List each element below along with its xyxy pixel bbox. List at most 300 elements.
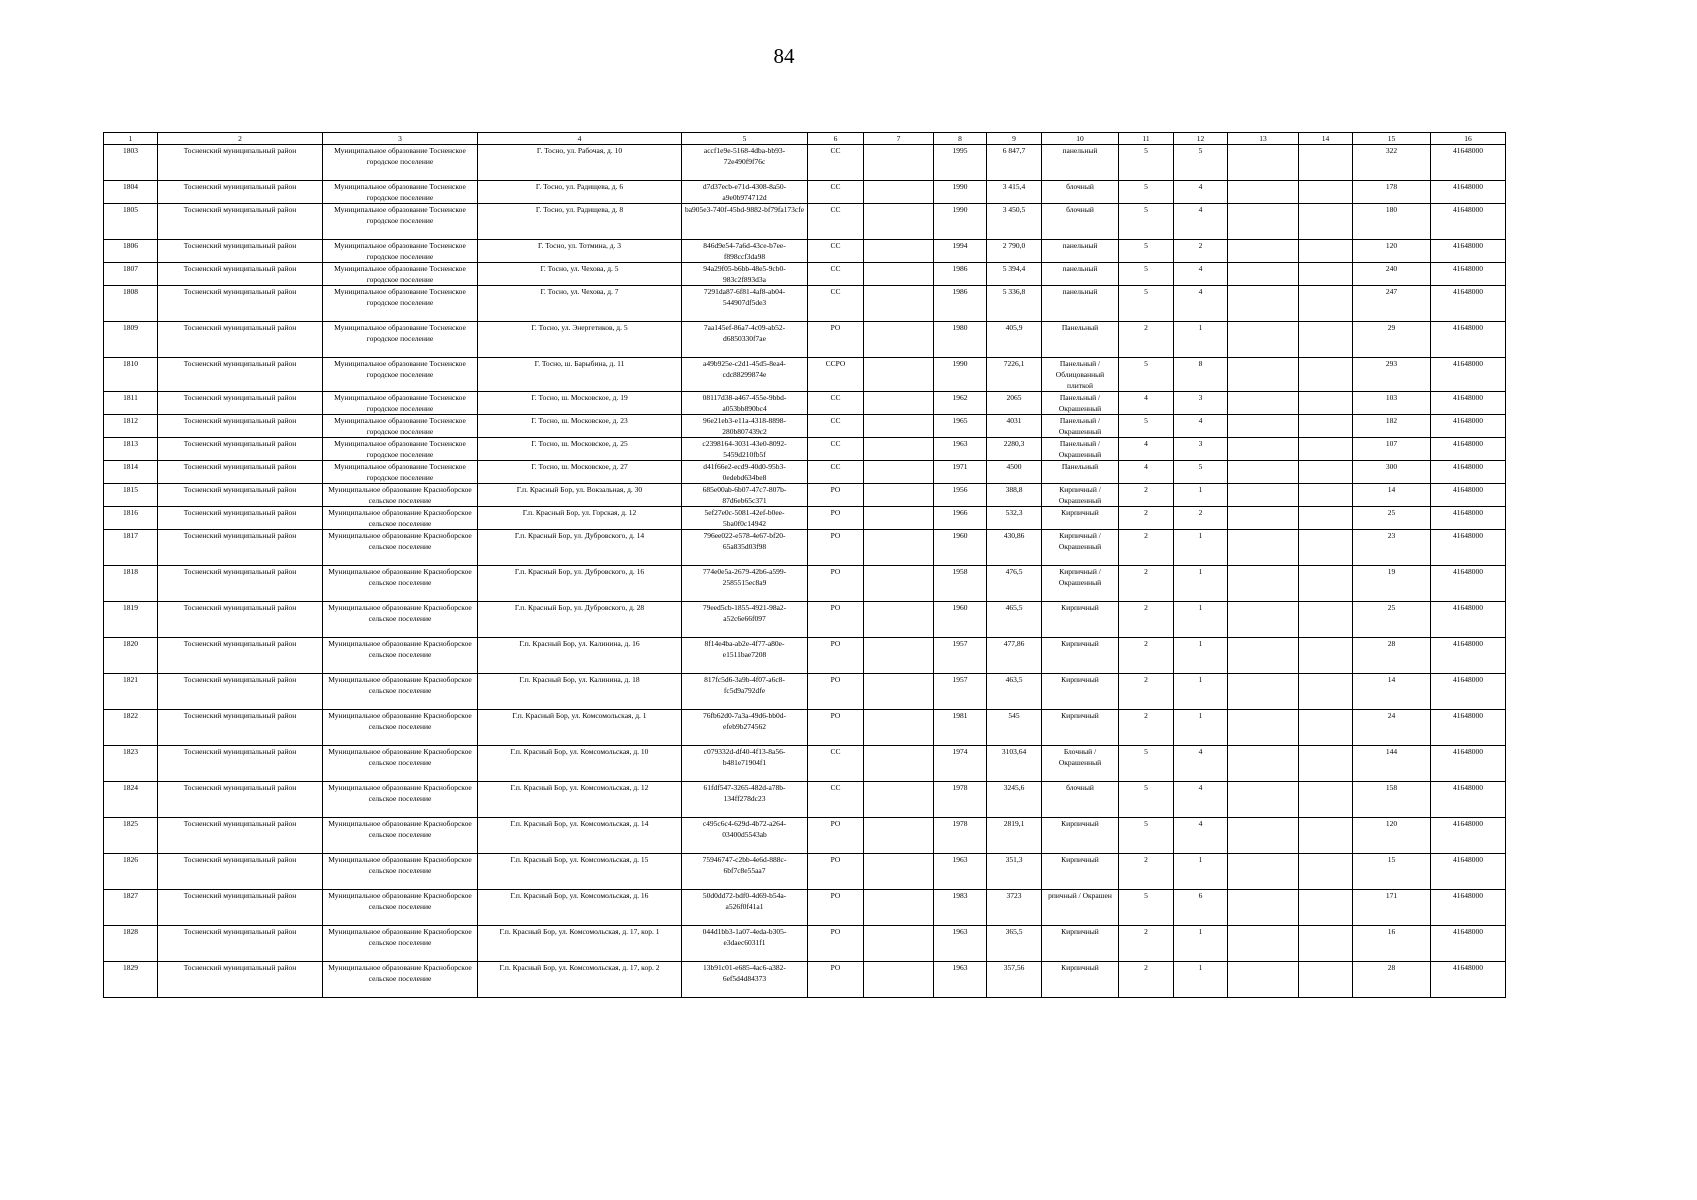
material-cell: Кирпичный / Окрашенный <box>1042 484 1119 507</box>
column-header: 8 <box>934 133 987 145</box>
col13-cell <box>1228 854 1299 890</box>
material-cell: Панельный / Окрашенный <box>1042 438 1119 461</box>
area-cell: 3 415,4 <box>987 181 1042 204</box>
address-cell: Г.п. Красный Бор, ул. Дубровского, д. 28 <box>478 602 682 638</box>
address-cell: Г. Тосно, ул. Тотмина, д. 3 <box>478 240 682 263</box>
material-cell: Кирпичный <box>1042 818 1119 854</box>
col6-cell: СС <box>808 204 864 240</box>
apartments-cell: 120 <box>1353 818 1431 854</box>
address-cell: Г. Тосно, ул. Радищева, д. 8 <box>478 204 682 240</box>
year-cell: 1994 <box>934 240 987 263</box>
table-header <box>104 133 1506 145</box>
entrances-cell: 1 <box>1174 638 1228 674</box>
material-cell: Блочный / Окрашенный <box>1042 746 1119 782</box>
column-header: 7 <box>864 133 934 145</box>
entrances-cell: 1 <box>1174 674 1228 710</box>
table-row <box>104 181 1506 204</box>
floors-cell: 5 <box>1119 890 1174 926</box>
year-cell: 1962 <box>934 392 987 415</box>
area-cell: 3245,6 <box>987 782 1042 818</box>
col14-cell <box>1299 438 1353 461</box>
oktmo-cell: 41648000 <box>1431 710 1506 746</box>
col6-cell: СС <box>808 263 864 286</box>
guid-cell: c495c6c4-629d-4b72-a264-03400d5543ab <box>682 818 808 854</box>
row-number: 1823 <box>104 746 158 782</box>
col6-cell: РО <box>808 962 864 998</box>
col7-cell <box>864 263 934 286</box>
municipality-cell: Муниципальное образование Тосненское городское поселение <box>323 286 478 322</box>
year-cell: 1958 <box>934 566 987 602</box>
year-cell: 1986 <box>934 263 987 286</box>
year-cell: 1990 <box>934 181 987 204</box>
row-number: 1803 <box>104 145 158 181</box>
col13-cell <box>1228 507 1299 530</box>
col7-cell <box>864 438 934 461</box>
address-cell: Г.п. Красный Бор, ул. Комсомольская, д. 17, кор. 2 <box>478 962 682 998</box>
oktmo-cell: 41648000 <box>1431 484 1506 507</box>
material-cell: панельный <box>1042 286 1119 322</box>
material-cell: Кирпичный / Окрашенный <box>1042 530 1119 566</box>
municipality-cell: Муниципальное образование Красноборское сельское поселение <box>323 962 478 998</box>
address-cell: Г. Тосно, ул. Радищева, д. 6 <box>478 181 682 204</box>
district-cell: Тосненский муниципальный район <box>158 926 323 962</box>
col14-cell <box>1299 926 1353 962</box>
district-cell: Тосненский муниципальный район <box>158 392 323 415</box>
floors-cell: 5 <box>1119 746 1174 782</box>
material-cell: Кирпичный / Окрашенный <box>1042 566 1119 602</box>
col7-cell <box>864 890 934 926</box>
oktmo-cell: 41648000 <box>1431 507 1506 530</box>
entrances-cell: 4 <box>1174 818 1228 854</box>
col7-cell <box>864 782 934 818</box>
apartments-cell: 14 <box>1353 484 1431 507</box>
area-cell: 3723 <box>987 890 1042 926</box>
row-number: 1822 <box>104 710 158 746</box>
col14-cell <box>1299 710 1353 746</box>
apartments-cell: 182 <box>1353 415 1431 438</box>
guid-cell: 76fb62d0-7a3a-49d6-bb0d-efeb9b274562 <box>682 710 808 746</box>
column-header: 3 <box>323 133 478 145</box>
guid-cell: 5ef27e0c-5081-42ef-b0ee-5ba0f0c14942 <box>682 507 808 530</box>
oktmo-cell: 41648000 <box>1431 181 1506 204</box>
municipality-cell: Муниципальное образование Красноборское сельское поселение <box>323 854 478 890</box>
floors-cell: 5 <box>1119 818 1174 854</box>
row-number: 1825 <box>104 818 158 854</box>
col14-cell <box>1299 890 1353 926</box>
area-cell: 5 336,8 <box>987 286 1042 322</box>
material-cell: панельный <box>1042 263 1119 286</box>
col14-cell <box>1299 392 1353 415</box>
col6-cell: РО <box>808 926 864 962</box>
district-cell: Тосненский муниципальный район <box>158 566 323 602</box>
table-row <box>104 638 1506 674</box>
district-cell: Тосненский муниципальный район <box>158 286 323 322</box>
row-number: 1827 <box>104 890 158 926</box>
apartments-cell: 247 <box>1353 286 1431 322</box>
material-cell: панельный <box>1042 145 1119 181</box>
col13-cell <box>1228 746 1299 782</box>
material-cell: Кирпичный <box>1042 926 1119 962</box>
floors-cell: 2 <box>1119 962 1174 998</box>
address-cell: Г.п. Красный Бор, ул. Дубровского, д. 14 <box>478 530 682 566</box>
apartments-cell: 300 <box>1353 461 1431 484</box>
entrances-cell: 1 <box>1174 566 1228 602</box>
floors-cell: 5 <box>1119 286 1174 322</box>
year-cell: 1960 <box>934 602 987 638</box>
guid-cell: accf1e9e-5168-4dba-bb93-72e490f9f76c <box>682 145 808 181</box>
entrances-cell: 4 <box>1174 181 1228 204</box>
apartments-cell: 120 <box>1353 240 1431 263</box>
address-cell: Г. Тосно, ш. Московское, д. 25 <box>478 438 682 461</box>
year-cell: 1965 <box>934 415 987 438</box>
year-cell: 1957 <box>934 674 987 710</box>
address-cell: Г.п. Красный Бор, ул. Комсомольская, д. 10 <box>478 746 682 782</box>
apartments-cell: 144 <box>1353 746 1431 782</box>
col13-cell <box>1228 638 1299 674</box>
entrances-cell: 5 <box>1174 145 1228 181</box>
oktmo-cell: 41648000 <box>1431 530 1506 566</box>
col13-cell <box>1228 530 1299 566</box>
municipality-cell: Муниципальное образование Тосненское городское поселение <box>323 240 478 263</box>
district-cell: Тосненский муниципальный район <box>158 530 323 566</box>
col14-cell <box>1299 484 1353 507</box>
col7-cell <box>864 962 934 998</box>
area-cell: 7226,1 <box>987 358 1042 392</box>
floors-cell: 5 <box>1119 263 1174 286</box>
material-cell: Кирпичный <box>1042 507 1119 530</box>
col13-cell <box>1228 358 1299 392</box>
material-cell: Кирпичный <box>1042 710 1119 746</box>
floors-cell: 2 <box>1119 530 1174 566</box>
col6-cell: ССРО <box>808 358 864 392</box>
district-cell: Тосненский муниципальный район <box>158 240 323 263</box>
municipality-cell: Муниципальное образование Красноборское сельское поселение <box>323 818 478 854</box>
guid-cell: d41f66e2-ecd9-40d0-95b3-0edebd634be8 <box>682 461 808 484</box>
area-cell: 463,5 <box>987 674 1042 710</box>
col6-cell: СС <box>808 286 864 322</box>
district-cell: Тосненский муниципальный район <box>158 854 323 890</box>
apartments-cell: 28 <box>1353 962 1431 998</box>
district-cell: Тосненский муниципальный район <box>158 710 323 746</box>
entrances-cell: 4 <box>1174 286 1228 322</box>
floors-cell: 5 <box>1119 204 1174 240</box>
oktmo-cell: 41648000 <box>1431 674 1506 710</box>
address-cell: Г.п. Красный Бор, ул. Комсомольская, д. 12 <box>478 782 682 818</box>
col6-cell: РО <box>808 530 864 566</box>
table-row <box>104 890 1506 926</box>
col7-cell <box>864 674 934 710</box>
municipality-cell: Муниципальное образование Красноборское сельское поселение <box>323 782 478 818</box>
row-number: 1804 <box>104 181 158 204</box>
table-row <box>104 145 1506 181</box>
table-row <box>104 322 1506 358</box>
address-cell: Г. Тосно, ш. Барыбина, д. 11 <box>478 358 682 392</box>
floors-cell: 2 <box>1119 322 1174 358</box>
floors-cell: 5 <box>1119 415 1174 438</box>
row-number: 1811 <box>104 392 158 415</box>
row-number: 1806 <box>104 240 158 263</box>
municipality-cell: Муниципальное образование Красноборское сельское поселение <box>323 746 478 782</box>
apartments-cell: 16 <box>1353 926 1431 962</box>
district-cell: Тосненский муниципальный район <box>158 602 323 638</box>
entrances-cell: 1 <box>1174 602 1228 638</box>
municipality-cell: Муниципальное образование Красноборское сельское поселение <box>323 507 478 530</box>
district-cell: Тосненский муниципальный район <box>158 484 323 507</box>
row-number: 1828 <box>104 926 158 962</box>
table-row <box>104 438 1506 461</box>
guid-cell: 94a29f05-b6bb-48e5-9cb0-983c2f893d3a <box>682 263 808 286</box>
row-number: 1809 <box>104 322 158 358</box>
row-number: 1805 <box>104 204 158 240</box>
col6-cell: РО <box>808 602 864 638</box>
col6-cell: РО <box>808 854 864 890</box>
material-cell: Панельный / Окрашенный <box>1042 392 1119 415</box>
entrances-cell: 1 <box>1174 854 1228 890</box>
col6-cell: СС <box>808 746 864 782</box>
area-cell: 2819,1 <box>987 818 1042 854</box>
municipality-cell: Муниципальное образование Тосненское городское поселение <box>323 392 478 415</box>
table-row <box>104 710 1506 746</box>
row-number: 1814 <box>104 461 158 484</box>
row-number: 1829 <box>104 962 158 998</box>
area-cell: 6 847,7 <box>987 145 1042 181</box>
apartments-cell: 28 <box>1353 638 1431 674</box>
oktmo-cell: 41648000 <box>1431 240 1506 263</box>
column-header: 12 <box>1174 133 1228 145</box>
table-row <box>104 240 1506 263</box>
floors-cell: 2 <box>1119 638 1174 674</box>
col7-cell <box>864 854 934 890</box>
year-cell: 1971 <box>934 461 987 484</box>
table-row <box>104 746 1506 782</box>
col7-cell <box>864 145 934 181</box>
oktmo-cell: 41648000 <box>1431 602 1506 638</box>
column-header: 14 <box>1299 133 1353 145</box>
col7-cell <box>864 461 934 484</box>
area-cell: 2 790,0 <box>987 240 1042 263</box>
oktmo-cell: 41648000 <box>1431 890 1506 926</box>
col6-cell: РО <box>808 674 864 710</box>
col7-cell <box>864 926 934 962</box>
oktmo-cell: 41648000 <box>1431 638 1506 674</box>
address-cell: Г. Тосно, ш. Московское, д. 19 <box>478 392 682 415</box>
year-cell: 1960 <box>934 530 987 566</box>
district-cell: Тосненский муниципальный район <box>158 818 323 854</box>
col14-cell <box>1299 854 1353 890</box>
column-header: 1 <box>104 133 158 145</box>
oktmo-cell: 41648000 <box>1431 782 1506 818</box>
material-cell: Панельный <box>1042 461 1119 484</box>
col7-cell <box>864 415 934 438</box>
table-row <box>104 392 1506 415</box>
material-cell: Кирпичный <box>1042 962 1119 998</box>
table-row <box>104 484 1506 507</box>
col13-cell <box>1228 602 1299 638</box>
row-number: 1812 <box>104 415 158 438</box>
col14-cell <box>1299 566 1353 602</box>
oktmo-cell: 41648000 <box>1431 566 1506 602</box>
material-cell: Кирпичный <box>1042 638 1119 674</box>
oktmo-cell: 41648000 <box>1431 204 1506 240</box>
entrances-cell: 2 <box>1174 240 1228 263</box>
address-cell: Г. Тосно, ул. Энергетиков, д. 5 <box>478 322 682 358</box>
address-cell: Г. Тосно, ул. Рабочая, д. 10 <box>478 145 682 181</box>
year-cell: 1980 <box>934 322 987 358</box>
col7-cell <box>864 710 934 746</box>
oktmo-cell: 41648000 <box>1431 746 1506 782</box>
material-cell: блочный <box>1042 181 1119 204</box>
housing-registry-table <box>103 132 1506 998</box>
column-header: 16 <box>1431 133 1506 145</box>
address-cell: Г.п. Красный Бор, ул. Калинина, д. 16 <box>478 638 682 674</box>
column-header: 15 <box>1353 133 1431 145</box>
row-number: 1808 <box>104 286 158 322</box>
guid-cell: ba905e3-740f-45bd-9882-bf79fa173cfe <box>682 204 808 240</box>
col14-cell <box>1299 415 1353 438</box>
district-cell: Тосненский муниципальный район <box>158 962 323 998</box>
oktmo-cell: 41648000 <box>1431 818 1506 854</box>
apartments-cell: 322 <box>1353 145 1431 181</box>
floors-cell: 5 <box>1119 145 1174 181</box>
year-cell: 1956 <box>934 484 987 507</box>
table-row <box>104 926 1506 962</box>
table-row <box>104 566 1506 602</box>
district-cell: Тосненский муниципальный район <box>158 638 323 674</box>
year-cell: 1983 <box>934 890 987 926</box>
col6-cell: СС <box>808 240 864 263</box>
floors-cell: 2 <box>1119 507 1174 530</box>
district-cell: Тосненский муниципальный район <box>158 358 323 392</box>
col14-cell <box>1299 602 1353 638</box>
guid-cell: 08117d38-a467-455e-9bbd-a053bb890bc4 <box>682 392 808 415</box>
entrances-cell: 6 <box>1174 890 1228 926</box>
row-number: 1826 <box>104 854 158 890</box>
column-header: 6 <box>808 133 864 145</box>
col13-cell <box>1228 322 1299 358</box>
col14-cell <box>1299 286 1353 322</box>
guid-cell: 7aa145ef-86a7-4c09-ab52-d6850330f7ae <box>682 322 808 358</box>
floors-cell: 2 <box>1119 926 1174 962</box>
oktmo-cell: 41648000 <box>1431 358 1506 392</box>
guid-cell: d7d37ecb-e71d-4308-8a50-a9e0b974712d <box>682 181 808 204</box>
col7-cell <box>864 818 934 854</box>
col13-cell <box>1228 818 1299 854</box>
entrances-cell: 1 <box>1174 322 1228 358</box>
entrances-cell: 3 <box>1174 438 1228 461</box>
col6-cell: РО <box>808 566 864 602</box>
year-cell: 1974 <box>934 746 987 782</box>
floors-cell: 2 <box>1119 854 1174 890</box>
row-number: 1816 <box>104 507 158 530</box>
year-cell: 1981 <box>934 710 987 746</box>
year-cell: 1990 <box>934 358 987 392</box>
guid-cell: c2398164-3031-43e0-8092-5459d210fb5f <box>682 438 808 461</box>
col14-cell <box>1299 358 1353 392</box>
material-cell: рпичный / Окрашен <box>1042 890 1119 926</box>
material-cell: Панельный / Облицованный плиткой <box>1042 358 1119 392</box>
col14-cell <box>1299 181 1353 204</box>
row-number: 1819 <box>104 602 158 638</box>
year-cell: 1963 <box>934 926 987 962</box>
guid-cell: 044d1bb3-1a07-4eda-b305-e3daec6031f1 <box>682 926 808 962</box>
col6-cell: СС <box>808 145 864 181</box>
material-cell: Кирпичный <box>1042 674 1119 710</box>
col7-cell <box>864 181 934 204</box>
col13-cell <box>1228 484 1299 507</box>
table-row <box>104 782 1506 818</box>
apartments-cell: 240 <box>1353 263 1431 286</box>
entrances-cell: 3 <box>1174 392 1228 415</box>
apartments-cell: 180 <box>1353 204 1431 240</box>
col13-cell <box>1228 962 1299 998</box>
col14-cell <box>1299 461 1353 484</box>
col13-cell <box>1228 145 1299 181</box>
entrances-cell: 1 <box>1174 530 1228 566</box>
municipality-cell: Муниципальное образование Красноборское сельское поселение <box>323 484 478 507</box>
col7-cell <box>864 507 934 530</box>
row-number: 1821 <box>104 674 158 710</box>
apartments-cell: 178 <box>1353 181 1431 204</box>
col13-cell <box>1228 415 1299 438</box>
district-cell: Тосненский муниципальный район <box>158 415 323 438</box>
col13-cell <box>1228 926 1299 962</box>
column-header: 11 <box>1119 133 1174 145</box>
col6-cell: СС <box>808 438 864 461</box>
floors-cell: 5 <box>1119 240 1174 263</box>
address-cell: Г. Тосно, ш. Московское, д. 27 <box>478 461 682 484</box>
table-row <box>104 530 1506 566</box>
col13-cell <box>1228 204 1299 240</box>
area-cell: 5 394,4 <box>987 263 1042 286</box>
col13-cell <box>1228 710 1299 746</box>
district-cell: Тосненский муниципальный район <box>158 438 323 461</box>
col6-cell: РО <box>808 322 864 358</box>
district-cell: Тосненский муниципальный район <box>158 204 323 240</box>
address-cell: Г.п. Красный Бор, ул. Комсомольская, д. 14 <box>478 818 682 854</box>
area-cell: 2280,3 <box>987 438 1042 461</box>
municipality-cell: Муниципальное образование Красноборское сельское поселение <box>323 710 478 746</box>
oktmo-cell: 41648000 <box>1431 263 1506 286</box>
col6-cell: РО <box>808 507 864 530</box>
col6-cell: РО <box>808 638 864 674</box>
guid-cell: 50d0dd72-bdf0-4d69-b54a-a526f0f41a1 <box>682 890 808 926</box>
col7-cell <box>864 286 934 322</box>
col6-cell: СС <box>808 181 864 204</box>
row-number: 1818 <box>104 566 158 602</box>
area-cell: 430,86 <box>987 530 1042 566</box>
entrances-cell: 1 <box>1174 710 1228 746</box>
col7-cell <box>864 638 934 674</box>
municipality-cell: Муниципальное образование Красноборское сельское поселение <box>323 890 478 926</box>
col14-cell <box>1299 530 1353 566</box>
col6-cell: СС <box>808 461 864 484</box>
area-cell: 476,5 <box>987 566 1042 602</box>
area-cell: 477,86 <box>987 638 1042 674</box>
row-number: 1810 <box>104 358 158 392</box>
col14-cell <box>1299 818 1353 854</box>
table-row <box>104 962 1506 998</box>
oktmo-cell: 41648000 <box>1431 854 1506 890</box>
entrances-cell: 1 <box>1174 962 1228 998</box>
row-number: 1824 <box>104 782 158 818</box>
guid-cell: 75946747-c2bb-4e6d-888c-6bf7c8e55aa7 <box>682 854 808 890</box>
address-cell: Г. Тосно, ул. Чехова, д. 7 <box>478 286 682 322</box>
year-cell: 1966 <box>934 507 987 530</box>
column-header: 4 <box>478 133 682 145</box>
apartments-cell: 25 <box>1353 507 1431 530</box>
guid-cell: 79eed5cb-1855-4921-98a2-a52c6e66f097 <box>682 602 808 638</box>
municipality-cell: Муниципальное образование Тосненское городское поселение <box>323 263 478 286</box>
